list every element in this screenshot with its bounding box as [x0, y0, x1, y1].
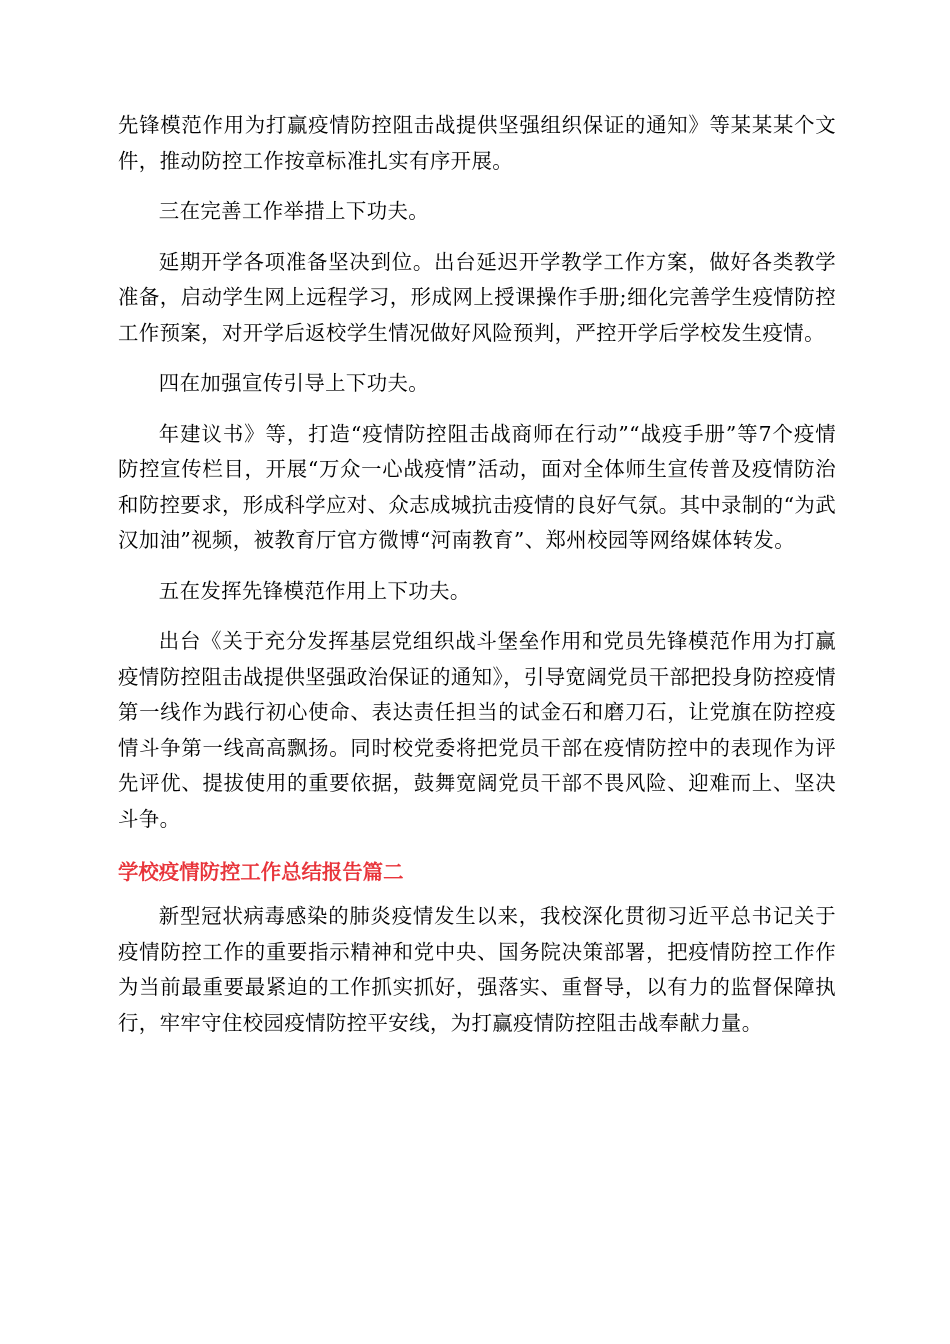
paragraph-vanguard: 出台《关于充分发挥基层党组织战斗堡垒作用和党员先锋模范作用为打赢疫情防控阻击战提供坚强政治保证的通知》，引导宽阔党员干部把投身防控疫情第一线作为践行初心使命、表达责任担当的试金石和磨刀石，让党旗在防控疫情斗争第一线高高飘扬。同时校党委将把党员干部在疫情防控中的表现作为评先评优、提拔使用的重要依据，鼓舞宽阔党员干部不畏风险、迎难而上、坚决斗争。 — [118, 629, 836, 831]
section-three-title: 三在完善工作举措上下功夫。 — [158, 199, 430, 223]
section-five-title: 五在发挥先锋模范作用上下功夫。 — [158, 578, 471, 603]
document-page — [118, 108, 836, 1041]
paragraph-publicity: 年建议书》等，打造“疫情防控阻击战商师在行动”“战疫手册”等7个疫情防控宣传栏目，开展“万众一心战疫情”活动，面对全体师生宣传普及疫情防治和防控要求，形成科学应对、众志成城抗击疫情的良好气氛。其中录制的“为武汉加油”视频，被教育厅官方微博“河南教育”、郑州校园等网络媒体转发。 — [118, 421, 836, 552]
section-four-title: 四在加强宣传引导上下功夫。 — [158, 371, 430, 395]
paragraph-part-two-intro: 新型冠状病毒感染的肺炎疫情发生以来，我校深化贯彻习近平总书记关于疫情防控工作的重要指示精神和党中央、国务院决策部署，把疫情防控工作作为当前最重要最紧迫的工作抓实抓好，强落实、重督导，以有力的监督保障执行，牢牢守住校园疫情防控平安线，为打赢疫情防控阻击战奉献力量。 — [118, 904, 836, 1035]
paragraph-continuation: 先锋模范作用为打赢疫情防控阻击战提供坚强组织保证的通知》等某某某个文件，推动防控工作按章标准扎实有序开展。 — [118, 113, 836, 173]
paragraph-school-opening: 延期开学各项准备坚决到位。出台延迟开学教学工作方案，做好各类教学准备，启动学生网上远程学习，形成网上授课操作手册;细化完善学生疫情防控工作预案，对开学后返校学生情况做好风险预判，严控开学后学校发生疫情。 — [118, 249, 836, 345]
section-heading-part-two: 学校疫情防控工作总结报告篇二 — [118, 860, 404, 884]
